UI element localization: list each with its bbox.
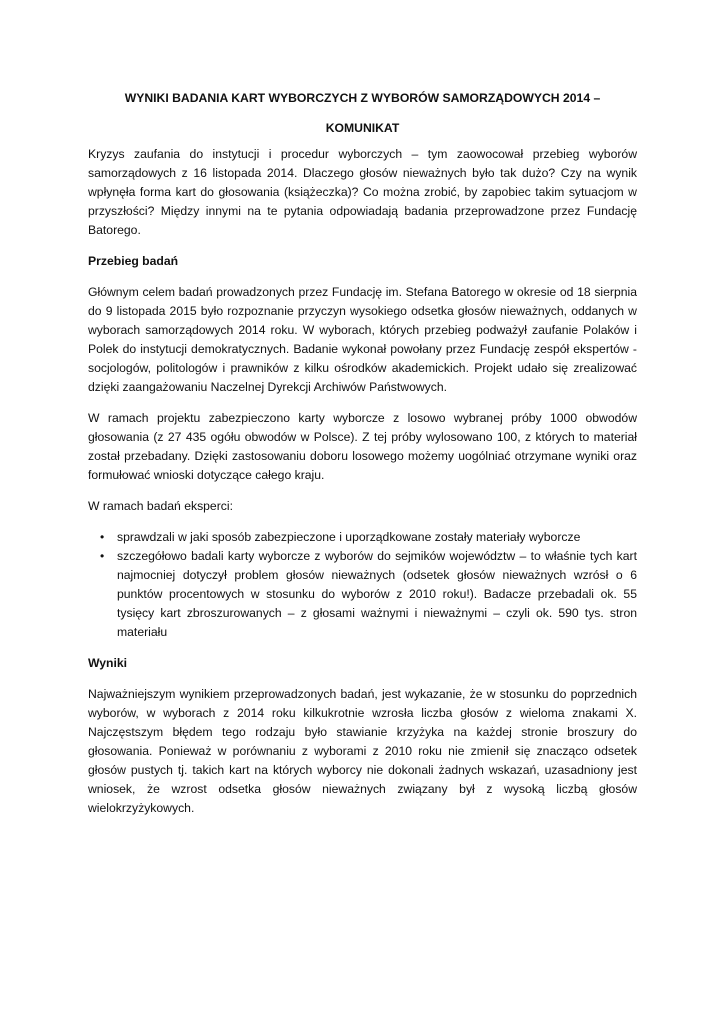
bullet-icon: • [100,530,105,544]
document-body [88,89,637,818]
list-item [88,547,637,642]
bullet-icon: • [100,549,105,563]
results-paragraph: Najważniejszym wynikiem przeprowadzonych badań, jest wykazanie, że w stosunku do poprzednich wyborów, w wyborach z 2014 roku kilkukrotnie wzrosła liczba głosów z wieloma znakami X. Najczęstszym błędem tego rodzaju było stawianie krzyżyka na każdej stronie broszury do głosowania. Ponieważ w porównaniu z wyborami z 2010 roku nie zmienił się znacząco odsetek głosów pustych tj. takich kart na których wyborcy nie dokonali żadnych wskazań, uzasadniony jest wniosek, że wzrost odsetka głosów nieważnych związany był z wysoką liczbą głosów wielokrzyżykowych. [88,687,637,815]
course-paragraph-1: Głównym celem badań prowadzonych przez Fundację im. Stefana Batorego w okresie od 18 sierpnia do 9 listopada 2015 było rozpoznanie przyczyn wysokiego odsetka głosów nieważnych, oddanych w wyborach samorządowych 2014 roku. W wyborach, których przebieg podważył zaufanie Polaków i Polek do instytucji demokratycznych. Badanie wykonał powołany przez Fundację zespół ekspertów - socjologów, politologów i prawników z kilku ośrodków akademickich. Projekt udało się zrealizować dzięki zaangażowaniu Naczelnej Dyrekcji Archiwów Państwowych. [88,285,637,394]
course-paragraph-3: W ramach badań eksperci: [88,499,233,513]
experts-bullet-list [88,528,637,642]
bullet-text: sprawdzali w jaki sposób zabezpieczone i uporządkowane zostały materiały wyborcze [117,530,581,544]
section-heading-results: Wyniki [88,656,128,670]
document-subtitle: KOMUNIKAT [325,121,400,135]
bullet-text: szczegółowo badali karty wyborcze z wyborów do sejmików województw – to właśnie tych kart najmocniej dotyczył problem głosów nieważnych (odsetek głosów nieważnych wzrósł o 6 punktów procentowych w stosunku do wyborów z 2010 roku!). Badacze przebadali ok. 55 tysięcy kart zbroszurowanych – z głosami ważnymi i nieważnymi – czyli ok. 590 tys. stron materiału [117,549,637,639]
course-paragraph-2: W ramach projektu zabezpieczono karty wyborcze z losowo wybranej próby 1000 obwodów głosowania (z 27 435 ogółu obwodów w Polsce). Z tej próby wylosowano 100, z których to materiał został przebadany. Dzięki zastosowaniu doboru losowego możemy uogólniać otrzymane wyniki oraz formułować wnioski dotyczące całego kraju. [88,411,637,482]
section-heading-course: Przebieg badań [88,254,179,268]
document-title: WYNIKI BADANIA KART WYBORCZYCH Z WYBORÓW SAMORZĄDOWYCH 2014 – [124,91,601,105]
list-item [88,528,637,547]
intro-paragraph: Kryzys zaufania do instytucji i procedur wyborczych – tym zaowocował przebieg wyborów samorządowych z 16 listopada 2014. Dlaczego głosów nieważnych było tak dużo? Czy na wynik wpłynęła forma kart do głosowania (książeczka)? Co można zrobić, by zapobiec takim sytuacjom w przyszłości? Między innymi na te pytania odpowiadają badania przeprowadzone przez Fundację Batorego. [88,147,637,237]
